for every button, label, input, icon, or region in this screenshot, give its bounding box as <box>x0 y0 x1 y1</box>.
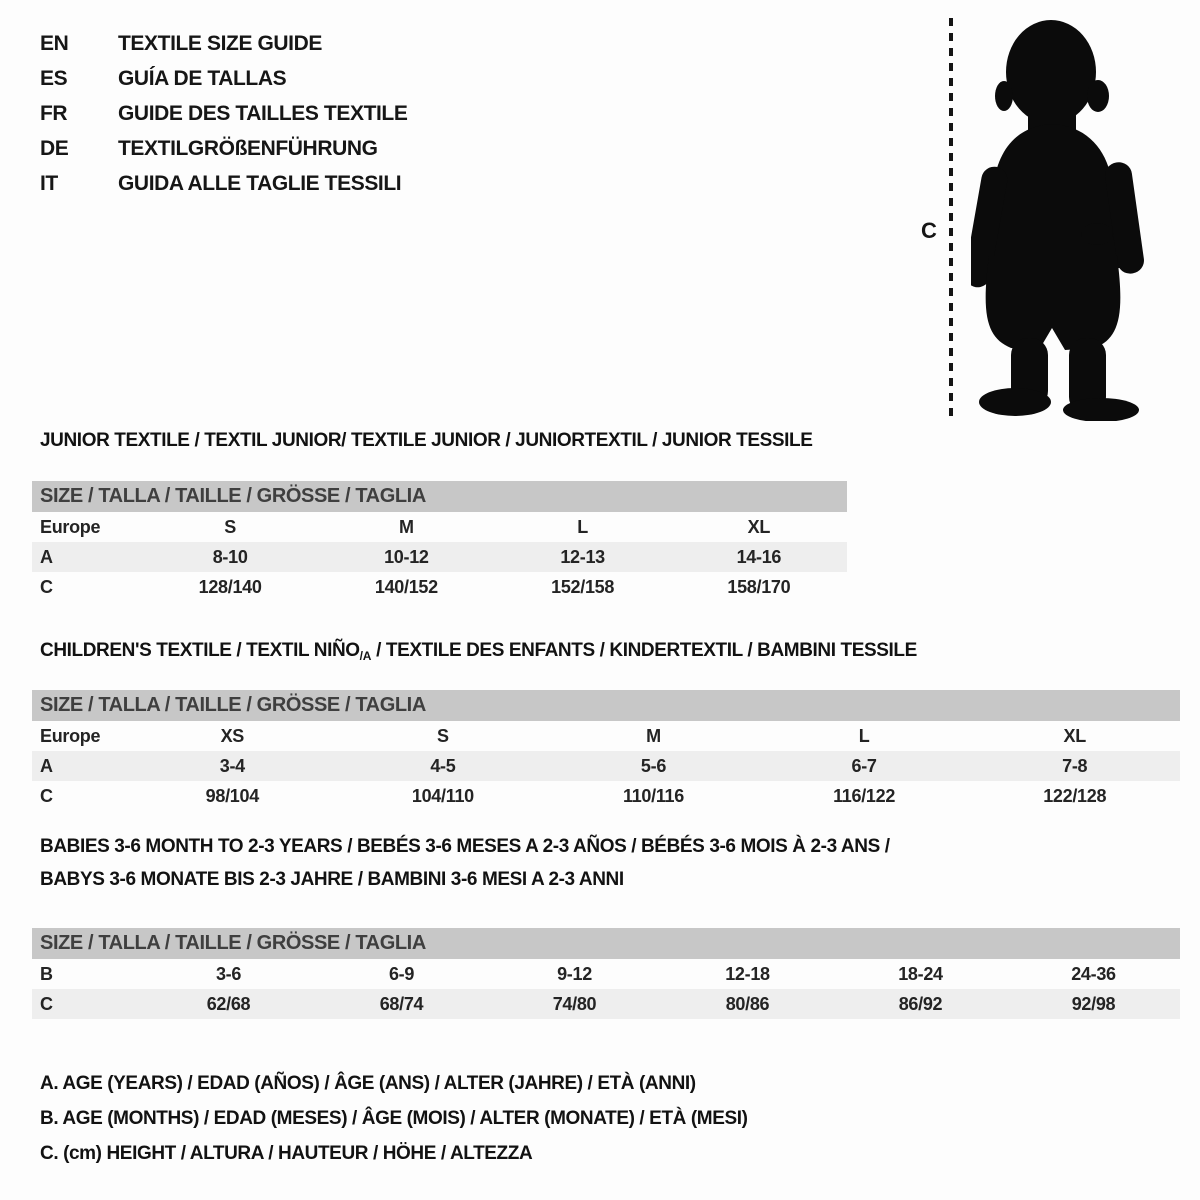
table-cell: 140/152 <box>374 576 438 597</box>
table-cell: 86/92 <box>898 993 943 1014</box>
row-label: Europe <box>40 725 101 746</box>
table-cell: L <box>577 516 588 537</box>
table-row-height <box>32 781 1180 811</box>
table-row-age <box>32 542 847 572</box>
guide-title-en: TEXTILE SIZE GUIDE <box>118 31 322 55</box>
table-row-europe <box>32 721 1180 751</box>
table-cell: XS <box>220 725 244 746</box>
measurement-legend <box>40 1066 748 1171</box>
table-cell: S <box>437 725 449 746</box>
table-cell: 9-12 <box>557 963 592 984</box>
language-code: FR <box>40 101 68 125</box>
table-cell: 110/116 <box>623 785 684 806</box>
table-row-height <box>32 989 1180 1019</box>
table-row-height <box>32 572 847 602</box>
children-size-table <box>32 690 1180 811</box>
language-code: DE <box>40 136 69 160</box>
table-cell: L <box>858 725 870 746</box>
table-cell: 6-7 <box>851 755 877 776</box>
size-header-bar: SIZE / TALLA / TAILLE / GRÖSSE / TAGLIA <box>32 481 847 512</box>
table-cell: M <box>646 725 661 746</box>
junior-section-title: JUNIOR TEXTILE / TEXTIL JUNIOR/ TEXTILE JUNIOR / JUNIORTEXTIL / JUNIOR TESSILE <box>40 430 813 451</box>
table-cell: 74/80 <box>552 993 597 1014</box>
table-cell: 7-8 <box>1062 755 1088 776</box>
language-title-list <box>40 26 407 201</box>
row-label: C <box>40 785 53 806</box>
toddler-silhouette-icon <box>971 16 1149 421</box>
table-cell: 6-9 <box>388 963 415 984</box>
table-row-age <box>32 751 1180 781</box>
table-cell: 5-6 <box>640 755 667 776</box>
table-cell: 12-18 <box>725 963 770 984</box>
table-cell: 14-16 <box>736 546 782 567</box>
legend-height-cm: C. (cm) HEIGHT / ALTURA / HAUTEUR / HÖHE / ALTEZZA <box>40 1142 533 1164</box>
legend-age-months: B. AGE (MONTHS) / EDAD (MESES) / ÂGE (MOIS) / ALTER (MONATE) / ETÀ (MESI) <box>40 1107 748 1129</box>
guide-title-it: GUIDA ALLE TAGLIE TESSILI <box>118 171 402 195</box>
language-row-de <box>40 131 407 166</box>
language-code: EN <box>40 31 69 55</box>
table-cell: 92/98 <box>1071 993 1116 1014</box>
legend-age-years: A. AGE (YEARS) / EDAD (AÑOS) / ÂGE (ANS) / ALTER (JAHRE) / ETÀ (ANNI) <box>40 1072 696 1094</box>
row-label: Europe <box>40 516 101 537</box>
junior-size-table <box>32 481 847 602</box>
babies-section-title-line1: BABIES 3-6 MONTH TO 2-3 YEARS / BEBÉS 3-6 MESES A 2-3 AÑOS / BÉBÉS 3-6 MOIS À 2-3 ANS / <box>40 836 890 857</box>
guide-title-de: TEXTILGRÖßENFÜHRUNG <box>118 136 378 160</box>
table-cell: S <box>224 516 236 537</box>
table-cell: 122/128 <box>1043 785 1107 806</box>
babies-section-title-line2: BABYS 3-6 MONATE BIS 2-3 JAHRE / BAMBINI 3-6 MESI A 2-3 ANNI <box>40 869 624 890</box>
table-row-months <box>32 959 1180 989</box>
language-row-en <box>40 26 407 61</box>
children-section-title <box>40 640 917 663</box>
babies-size-table <box>32 928 1180 1019</box>
table-cell: XL <box>747 516 771 537</box>
table-cell: 80/86 <box>725 993 770 1014</box>
table-cell: 116/122 <box>833 785 896 806</box>
guide-title-es: GUÍA DE TALLAS <box>118 66 287 90</box>
table-cell: 3-6 <box>215 963 242 984</box>
language-row-es <box>40 61 407 96</box>
row-label: B <box>40 963 53 984</box>
row-label: C <box>40 993 53 1014</box>
language-code: ES <box>40 66 68 90</box>
table-cell: 152/158 <box>551 576 615 597</box>
table-cell: 8-10 <box>212 546 248 567</box>
size-header-bar: SIZE / TALLA / TAILLE / GRÖSSE / TAGLIA <box>32 690 1180 721</box>
table-cell: 24-36 <box>1071 963 1116 984</box>
height-c-label: C <box>921 218 937 243</box>
children-title-subscript: /A <box>359 649 372 663</box>
table-cell: M <box>399 516 414 537</box>
table-cell: 104/110 <box>411 785 474 806</box>
size-header-bar: SIZE / TALLA / TAILLE / GRÖSSE / TAGLIA <box>32 928 1180 959</box>
guide-title-fr: GUIDE DES TAILLES TEXTILE <box>118 101 408 125</box>
table-cell: XL <box>1063 725 1086 746</box>
table-row-europe <box>32 512 847 542</box>
table-cell: 128/140 <box>198 576 262 597</box>
table-cell: 10-12 <box>384 546 429 567</box>
table-cell: 4-5 <box>430 755 456 776</box>
table-cell: 98/104 <box>205 785 259 806</box>
table-cell: 3-4 <box>219 755 245 776</box>
row-label: A <box>40 755 53 776</box>
table-cell: 18-24 <box>898 963 943 984</box>
table-cell: 62/68 <box>206 993 251 1014</box>
height-measure-figure <box>905 14 1155 426</box>
children-title-pre: CHILDREN'S TEXTILE / TEXTIL NIÑO <box>40 640 360 661</box>
language-row-it <box>40 166 407 201</box>
table-cell: 68/74 <box>379 993 424 1014</box>
table-cell: 12-13 <box>560 546 605 567</box>
height-dashed-line <box>949 18 953 420</box>
language-row-fr <box>40 96 407 131</box>
row-label: A <box>40 546 53 567</box>
row-label: C <box>40 576 53 597</box>
table-cell: 158/170 <box>727 576 791 597</box>
language-code: IT <box>40 171 58 195</box>
children-title-post: / TEXTILE DES ENFANTS / KINDERTEXTIL / BAMBINI TESSILE <box>371 640 917 661</box>
